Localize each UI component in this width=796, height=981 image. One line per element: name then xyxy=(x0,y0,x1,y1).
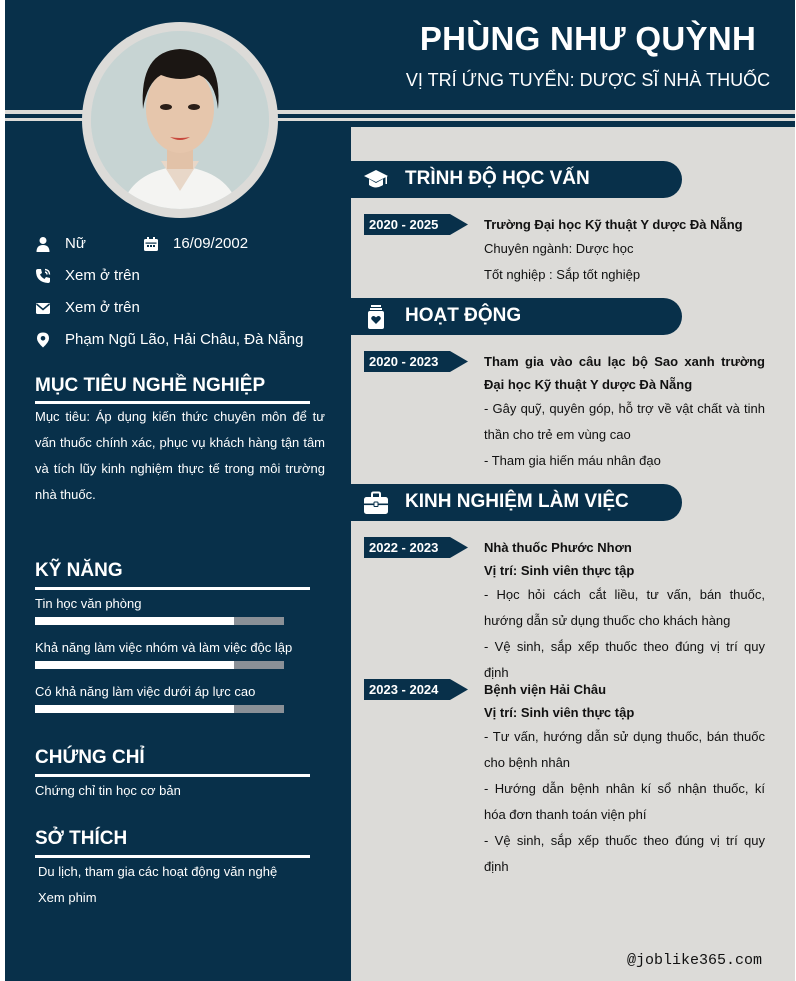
skill-bar-fill xyxy=(35,661,234,669)
email-value: Xem ở trên xyxy=(65,299,140,316)
activities-header xyxy=(351,298,682,335)
activities-date: 2020 - 2023 xyxy=(369,354,439,369)
experience-company: Bệnh viện Hải Châu xyxy=(484,682,607,697)
hobbies-title: SỞ THÍCH xyxy=(35,828,128,849)
objective-title: MỤC TIÊU NGHỀ NGHIỆP xyxy=(35,375,266,396)
education-title: TRÌNH ĐỘ HỌC VẤN xyxy=(405,168,590,189)
education-line: Tốt nghiệp : Sắp tốt nghiệp xyxy=(484,267,641,282)
avatar-portrait-icon xyxy=(91,31,269,209)
applied-position: VỊ TRÍ ỨNG TUYỂN: DƯỢC SĨ NHÀ THUỐC xyxy=(405,70,771,90)
avatar xyxy=(91,31,269,209)
experience-line: - Vệ sinh, sắp xếp thuốc theo đúng vị trí quy định xyxy=(484,833,765,874)
skill-bar-fill xyxy=(35,705,234,713)
experience-date: 2022 - 2023 xyxy=(369,540,439,555)
experience-date: 2023 - 2024 xyxy=(369,682,439,697)
certificates-rule xyxy=(35,774,310,777)
skill-label: Khả năng làm việc nhóm và làm việc độc lập xyxy=(35,640,293,655)
email-row xyxy=(35,299,140,316)
phone-icon xyxy=(35,268,51,284)
activities-entry xyxy=(484,350,765,474)
cv-page xyxy=(5,0,795,981)
objective-text: Mục tiêu: Áp dụng kiến thức chuyên môn để tư vấn thuốc chính xác, phục vụ khách hàng tận tâm và tích lũy kinh nghiệm thực tế trong môi trường nhà thuốc. xyxy=(35,409,325,502)
skill-bar-track xyxy=(35,617,284,625)
address-value: Phạm Ngũ Lão, Hải Châu, Đà Nẵng xyxy=(65,331,304,348)
skill-bar-track xyxy=(35,705,284,713)
certificate-item: Chứng chỉ tin học cơ bản xyxy=(35,783,181,798)
certificates-title: CHỨNG CHỈ xyxy=(35,747,145,768)
experience-role: Vị trí: Sinh viên thực tập xyxy=(484,563,635,578)
skill-label: Tin học văn phòng xyxy=(35,596,142,611)
address-row xyxy=(35,331,303,348)
experience-line: - Hướng dẫn bệnh nhân kí sổ nhận thuốc, kí hóa đơn thanh toán viện phí xyxy=(484,781,765,822)
education-school: Trường Đại học Kỹ thuật Y dược Đà Nẵng xyxy=(484,217,743,232)
gender-value: Nữ xyxy=(65,235,86,252)
hobby-item: Du lịch, tham gia các hoạt động văn nghệ xyxy=(38,864,278,879)
candidate-name: PHÙNG NHƯ QUỲNH xyxy=(419,20,757,57)
hobbies-rule xyxy=(35,855,310,858)
envelope-icon xyxy=(35,300,51,316)
skill-bar-fill xyxy=(35,617,234,625)
experience-entry xyxy=(484,536,765,686)
gender-row xyxy=(35,235,86,252)
sidebar xyxy=(5,127,351,981)
activities-title: HOẠT ĐỘNG xyxy=(405,305,522,326)
hobby-item: Xem phim xyxy=(38,890,97,905)
location-pin-icon xyxy=(35,332,51,348)
experience-company: Nhà thuốc Phước Nhơn xyxy=(484,540,632,555)
skill-label: Có khả năng làm việc dưới áp lực cao xyxy=(35,684,256,699)
birthdate-value: 16/09/2002 xyxy=(173,235,249,252)
skill-bar-track xyxy=(35,661,284,669)
experience-date-tag xyxy=(364,679,468,700)
education-entry xyxy=(484,213,765,288)
phone-value: Xem ở trên xyxy=(65,267,140,284)
experience-date-tag xyxy=(364,537,468,558)
skills-title: KỸ NĂNG xyxy=(35,560,123,581)
activity-line: - Gây quỹ, quyên góp, hỗ trợ về vật chất và tinh thần cho trẻ em vùng cao xyxy=(484,401,765,442)
birthdate-row xyxy=(143,235,248,252)
jar-heart-icon xyxy=(363,304,389,330)
education-line: Chuyên ngành: Dược học xyxy=(484,241,634,256)
education-date-tag xyxy=(364,214,468,235)
graduation-cap-icon xyxy=(363,167,389,193)
experience-line: - Học hỏi cách cắt liều, tư vấn, bán thuốc, hướng dẫn sử dụng thuốc cho khách hàng xyxy=(484,587,765,628)
experience-line: - Vệ sinh, sắp xếp thuốc theo đúng vị trí quy định xyxy=(484,639,765,680)
activities-date-tag xyxy=(364,351,468,372)
footer-watermark: @joblike365.com xyxy=(627,952,763,969)
briefcase-icon xyxy=(363,490,389,516)
experience-title: KINH NGHIỆM LÀM VIỆC xyxy=(405,491,629,512)
experience-line: - Tư vấn, hướng dẫn sử dụng thuốc, bán thuốc cho bệnh nhân xyxy=(484,729,765,770)
education-header xyxy=(351,161,682,198)
experience-entry xyxy=(484,678,765,880)
activity-line: - Tham gia hiến máu nhân đạo xyxy=(484,453,661,468)
activity-heading: Tham gia vào câu lạc bộ Sao xanh trường Đại học Kỹ thuật Y dược Đà Nẵng xyxy=(484,354,765,392)
calendar-icon xyxy=(143,236,159,252)
experience-role: Vị trí: Sinh viên thực tập xyxy=(484,705,635,720)
user-icon xyxy=(35,236,51,252)
experience-header xyxy=(351,484,682,521)
education-date: 2020 - 2025 xyxy=(369,217,439,232)
phone-row xyxy=(35,267,140,284)
skills-rule xyxy=(35,587,310,590)
